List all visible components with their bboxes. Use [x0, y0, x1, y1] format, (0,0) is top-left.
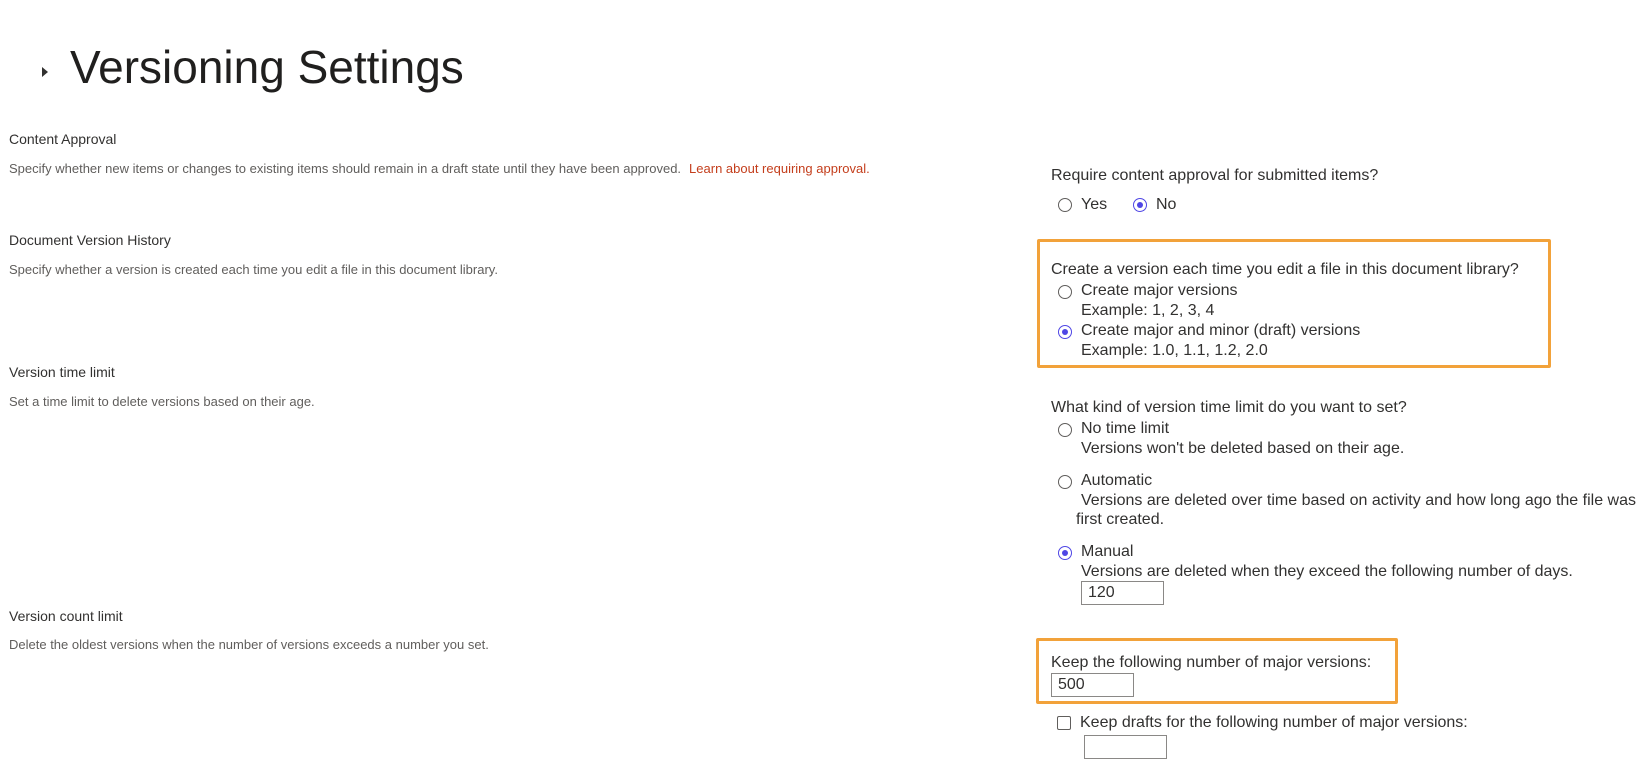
caret-right-icon[interactable]: [42, 67, 48, 77]
content-approval-description: [9, 161, 870, 176]
no-time-limit-radio[interactable]: [1058, 423, 1072, 437]
approval-no-label[interactable]: No: [1156, 196, 1177, 213]
version-time-limit-title: Version time limit: [9, 364, 115, 380]
drafts-count-input[interactable]: [1084, 735, 1167, 759]
content-approval-title: Content Approval: [9, 131, 117, 147]
automatic-label[interactable]: Automatic: [1081, 472, 1153, 489]
content-approval-question: Require content approval for submitted items?: [1051, 167, 1379, 184]
approval-yes-label[interactable]: Yes: [1081, 196, 1108, 213]
no-time-limit-label[interactable]: No time limit: [1081, 420, 1170, 437]
major-minor-versions-label[interactable]: Create major and minor (draft) versions: [1081, 322, 1361, 339]
manual-detail: Versions are deleted when they exceed the following number of days.: [1081, 563, 1573, 580]
keep-drafts-checkbox[interactable]: [1057, 716, 1071, 730]
keep-drafts-label[interactable]: Keep drafts for the following number of major versions:: [1080, 714, 1468, 731]
time-limit-question: What kind of version time limit do you want to set?: [1051, 399, 1407, 416]
major-versions-count-input[interactable]: [1051, 673, 1134, 697]
version-history-question: Create a version each time you edit a file in this document library?: [1051, 261, 1519, 278]
page-title: Versioning Settings: [70, 41, 464, 93]
major-versions-label[interactable]: Create major versions: [1081, 282, 1238, 299]
document-version-history-title: Document Version History: [9, 232, 171, 248]
approval-yes-radio[interactable]: [1058, 198, 1072, 212]
major-versions-radio[interactable]: [1058, 285, 1072, 299]
automatic-radio[interactable]: [1058, 475, 1072, 489]
approval-no-radio[interactable]: [1133, 198, 1147, 212]
automatic-detail: Versions are deleted over time based on activity and how long ago the file was first created.: [1076, 492, 1636, 528]
version-count-limit-description: Delete the oldest versions when the number of versions exceeds a number you set.: [9, 637, 489, 652]
document-version-history-description: Specify whether a version is created each time you edit a file in this document library.: [9, 262, 498, 277]
major-minor-versions-radio[interactable]: [1058, 325, 1072, 339]
version-count-limit-title: Version count limit: [9, 608, 123, 624]
major-minor-versions-example: Example: 1.0, 1.1, 1.2, 2.0: [1081, 342, 1268, 359]
manual-label[interactable]: Manual: [1081, 543, 1134, 560]
no-time-limit-detail: Versions won't be deleted based on their age.: [1081, 440, 1405, 457]
major-versions-example: Example: 1, 2, 3, 4: [1081, 302, 1215, 319]
major-versions-count-label: Keep the following number of major versions:: [1051, 654, 1372, 671]
version-time-limit-description: Set a time limit to delete versions based on their age.: [9, 394, 315, 409]
days-input[interactable]: [1081, 581, 1164, 605]
content-approval-description-text: Specify whether new items or changes to existing items should remain in a draft state until they have been approved.: [9, 161, 682, 176]
learn-approval-link[interactable]: Learn about requiring approval.: [689, 161, 870, 176]
manual-radio[interactable]: [1058, 546, 1072, 560]
